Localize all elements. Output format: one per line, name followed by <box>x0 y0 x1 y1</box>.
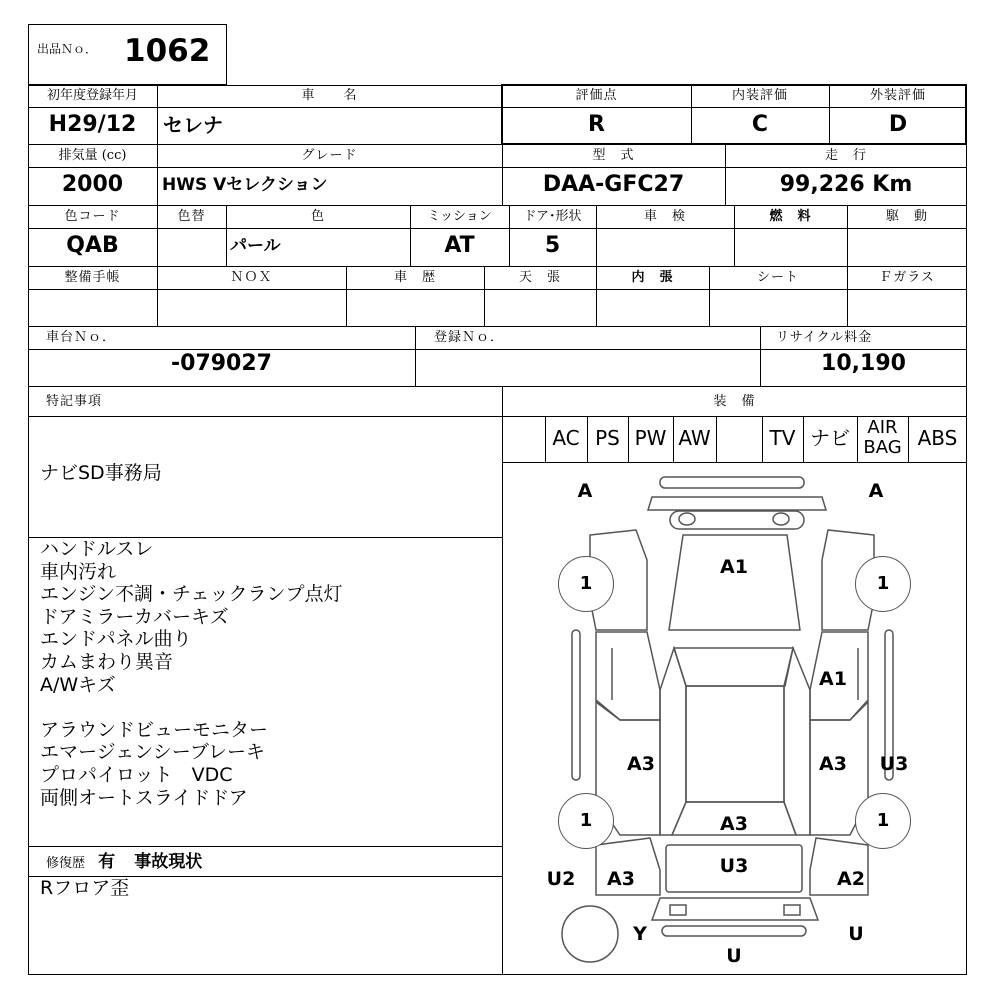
notes-label: 特記事項 <box>46 394 103 409</box>
door-label: ドア･形状 <box>523 209 582 224</box>
car-history-label: 車 歴 <box>393 270 436 285</box>
equipment-item: PS <box>595 426 620 450</box>
repair-detail: Rフロア歪 <box>40 877 130 899</box>
maintenance-book-label: 整備手帳 <box>64 270 121 285</box>
mark-rear-bumper-center: U <box>726 945 742 967</box>
note-line: エマージェンシーブレーキ <box>40 741 266 764</box>
note-line: カムまわり異音 <box>40 650 174 673</box>
color-label: 色 <box>310 209 325 224</box>
front-glass-label: Ｆガラス <box>879 270 935 285</box>
displacement-label: 排気量 (cc) <box>58 148 127 163</box>
mileage-label: 走 行 <box>824 148 867 163</box>
registration-number-label: 登録Ｎｏ． <box>434 330 505 345</box>
car-damage-diagram <box>503 463 966 974</box>
exterior-score-value: D <box>888 112 908 137</box>
nox-label: ＮＯＸ <box>230 270 273 285</box>
notes-top: ナビSD事務局 <box>40 462 162 484</box>
mark-rear-window: A3 <box>720 813 748 835</box>
drive-label: 駆 動 <box>885 209 928 224</box>
car-name-label: 車 名 <box>301 88 358 103</box>
mark-left-side: A3 <box>627 753 655 775</box>
mark-left-rear-bumper: A3 <box>607 868 635 890</box>
note-line: 車内汚れ <box>40 560 117 583</box>
first-registration-label: 初年度登録年月 <box>46 88 138 103</box>
score-label: 評価点 <box>575 88 618 103</box>
mark-right-rear-lower: A2 <box>837 868 865 890</box>
grade-label: グレード <box>301 148 358 163</box>
mark-front-left: A <box>577 480 593 502</box>
chassis-number-value: -079027 <box>171 351 272 376</box>
notes-list <box>40 538 495 809</box>
note-line: A/Wキズ <box>40 673 116 696</box>
recycle-fee-value: 10,190 <box>821 351 906 376</box>
lot-number-label: 出品Ｎｏ． <box>37 42 98 56</box>
mark-right-rear-quarter: U3 <box>879 753 909 775</box>
color-value: パール <box>230 236 281 256</box>
displacement-value: 2000 <box>61 172 124 197</box>
repair-history-label: 修復歴 <box>46 856 86 871</box>
mark-rear-right-corner: U <box>848 923 864 945</box>
model-value: DAA-GFC27 <box>542 172 685 197</box>
fuel-label: 燃 料 <box>769 209 812 224</box>
note-line: プロパイロット VDC <box>40 763 233 786</box>
repair-history-value: 有 <box>98 852 116 872</box>
note-line: アラウンドビューモニター <box>40 718 269 741</box>
repair-history-status: 事故現状 <box>134 852 203 872</box>
wheel-front-left: 1 <box>558 556 614 612</box>
color-change-label: 色替 <box>177 209 206 224</box>
repair-history-row <box>46 849 202 875</box>
model-label: 型 式 <box>592 148 635 163</box>
mark-front-right: A <box>868 480 884 502</box>
wheel-rear-left: 1 <box>558 793 614 849</box>
bonnet-shape <box>669 535 800 630</box>
note-line: 両側オートスライドドア <box>40 786 248 809</box>
equipment-item: TV <box>769 426 796 450</box>
wheel-rear-right: 1 <box>855 793 911 849</box>
interior-trim-label: 内 張 <box>631 270 674 285</box>
mileage-value: 99,226 Km <box>779 172 913 197</box>
mission-value: AT <box>444 233 475 258</box>
score-value: R <box>588 112 605 137</box>
roof-lining-label: 天 張 <box>518 270 561 285</box>
lot-number: 1062 <box>124 33 211 69</box>
inspection-label: 車 検 <box>643 209 686 224</box>
grade-value: HWS Vセレクション <box>162 175 328 195</box>
equipment-item: AIR BAG <box>863 417 902 458</box>
interior-score-label: 内装評価 <box>731 88 788 103</box>
color-code-value: QAB <box>66 233 119 258</box>
note-line: ドアミラーカバーキズ <box>40 605 229 628</box>
note-line <box>40 696 495 719</box>
note-line: エンドパネル曲り <box>40 628 192 651</box>
seat-label: シート <box>756 270 799 285</box>
color-code-label: 色コード <box>64 209 121 224</box>
mark-left-rear-lower: U2 <box>546 868 576 890</box>
mission-label: ミッション <box>427 209 492 224</box>
note-line: エンジン不調・チェックランプ点灯 <box>40 583 343 606</box>
mark-right-side: A3 <box>819 753 847 775</box>
mark-bonnet: A1 <box>720 556 748 578</box>
equipment-item: ナビ <box>810 426 850 450</box>
equipment-item: PW <box>634 426 667 450</box>
mark-roof-right: A1 <box>819 668 847 690</box>
recycle-fee-label: リサイクル料金 <box>776 330 873 345</box>
first-registration-value: H29/12 <box>48 112 137 137</box>
car-name-value: セレナ <box>163 113 223 137</box>
lot-number-box <box>28 24 227 85</box>
equipment-item: ABS <box>917 426 958 450</box>
mark-tailgate: U3 <box>719 855 749 877</box>
roof-shape <box>686 686 784 802</box>
equipment-item: AW <box>678 426 711 450</box>
equipment-label: 装 備 <box>713 394 756 409</box>
chassis-number-label: 車台Ｎｏ． <box>46 330 117 345</box>
equipment-item: AC <box>552 426 580 450</box>
interior-score-value: C <box>751 112 769 137</box>
exterior-score-label: 外装評価 <box>869 88 926 103</box>
front-bumper-shape <box>648 497 826 510</box>
wheel-front-right: 1 <box>855 556 911 612</box>
note-line: ハンドルスレ <box>40 538 154 560</box>
door-value: 5 <box>544 233 561 258</box>
mark-rear-bumper-left: Y <box>633 923 647 945</box>
